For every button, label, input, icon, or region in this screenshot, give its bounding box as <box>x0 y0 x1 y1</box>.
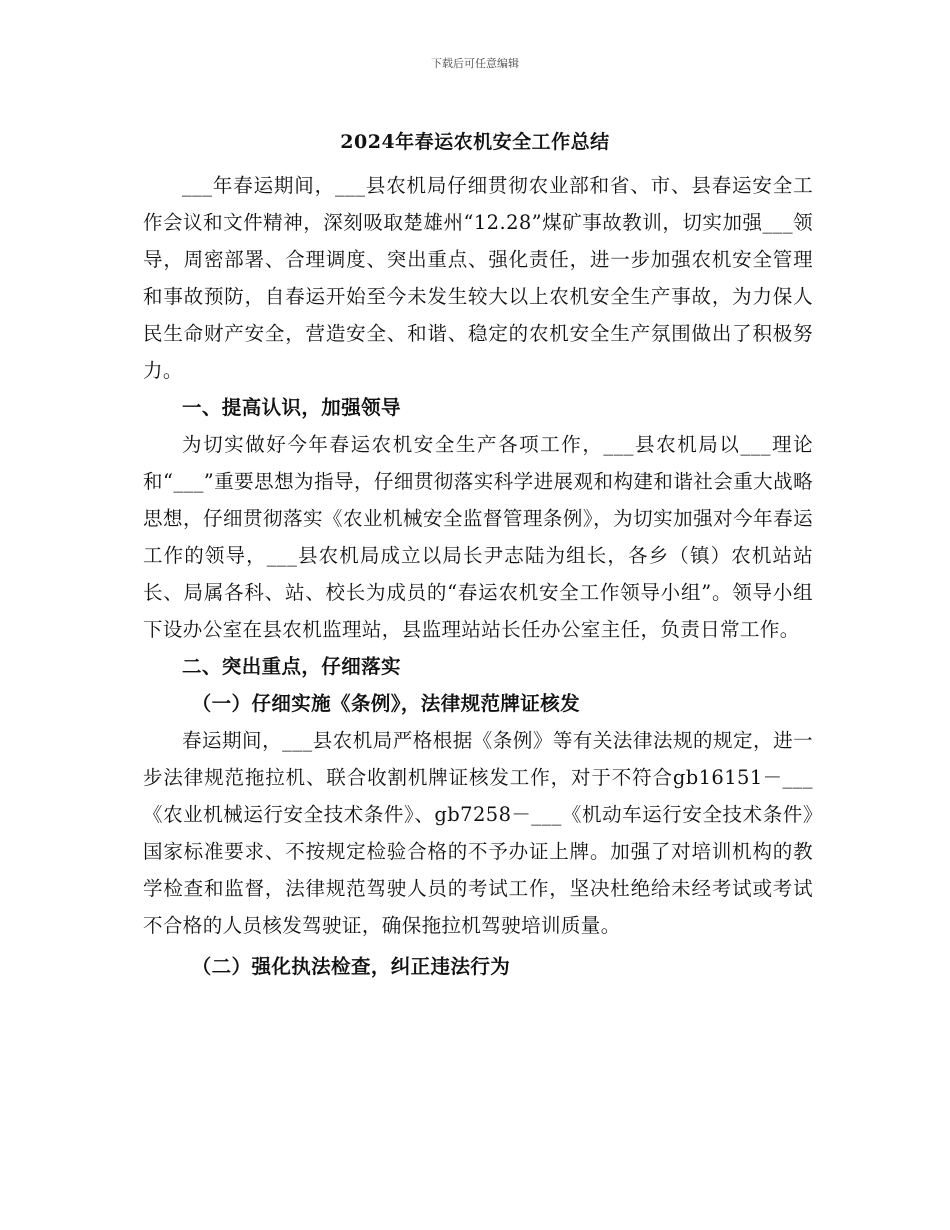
section1-paragraph: 为切实做好今年春运农机安全生产各项工作，___县农机局以___理论和“___”重要思想为指导，仔细贯彻落实科学进展观和构建和谐社会重大战略思想，仔细贯彻落实《农业机械安全监督管理条例》，为切实加强对今年春运工作的领导，___县农机局成立以局长尹志陆为组长，各乡（镇）农机站站长、局属各科、站、校长为成员的“春运农机安全工作领导小组”。领导小组下设办公室在县农机监理站，县监理站站长任办公室主任，负责日常工作。 <box>143 433 813 641</box>
intro-paragraph: ___年春运期间，___县农机局仔细贯彻农业部和省、市、县春运安全工作会议和文件精神，深刻吸取楚雄州“12.28”煤矿事故教训，切实加强___领导，周密部署、合理调度、突出重点、强化责任，进一步加强农机安全管理和事故预防，自春运开始至今未发生较大以上农机安全生产事故，为力保人民生命财产安全，营造安全、和谐、稳定的农机安全生产氛围做出了积极努力。 <box>143 174 813 382</box>
header-note: 下载后可任意编辑 <box>431 57 519 70</box>
document-title: 2024年春运农机安全工作总结 <box>340 131 610 153</box>
section2-heading: 二、突出重点，仔细落实 <box>182 655 401 678</box>
section1-heading: 一、提高认识，加强领导 <box>182 396 401 419</box>
subsection1-paragraph: 春运期间，___县农机局严格根据《条例》等有关法律法规的规定，进一步法律规范拖拉机、联合收割机牌证核发工作，对于不符合gb16151－___《农业机械运行安全技术条件》、gb7258－___《机动车运行安全技术条件》国家标准要求、不按规定检验合格的不予办证上牌。加强了对培训机构的教学检查和监督，法律规范驾驶人员的考试工作，坚决杜绝给未经考试或考试不合格的人员核发驾驶证，确保拖拉机驾驶培训质量。 <box>143 729 813 937</box>
subsection2-heading: （二）强化执法检查，纠正违法行为 <box>191 955 511 978</box>
document-body <box>143 167 813 985</box>
subsection1-heading: （一）仔细实施《条例》，法律规范牌证核发 <box>191 692 581 715</box>
